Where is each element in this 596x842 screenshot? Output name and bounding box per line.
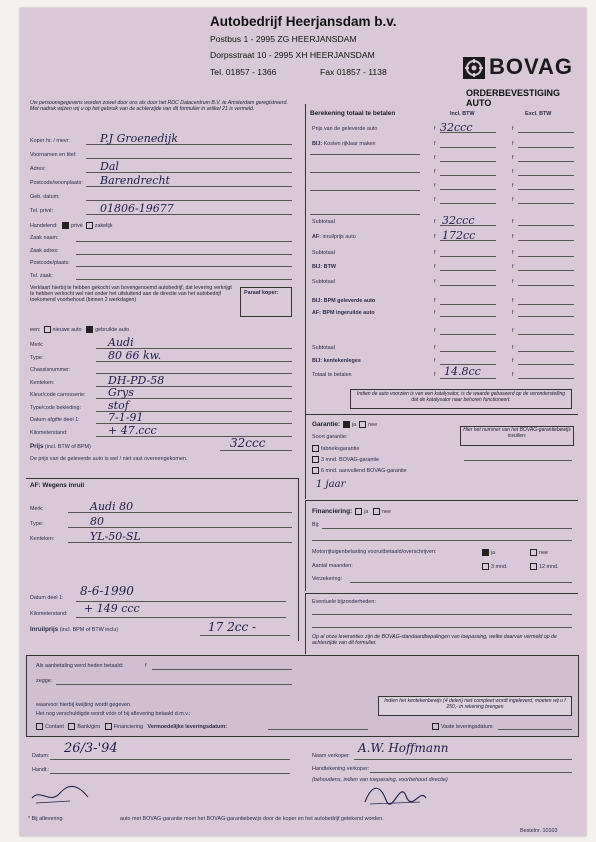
currency-sign: f: [434, 372, 436, 378]
field-line[interactable]: [86, 158, 292, 159]
excl-amount-line[interactable]: [518, 161, 574, 162]
zaak-field-line[interactable]: [76, 241, 292, 242]
incl-amount-line[interactable]: [440, 378, 496, 379]
currency-sign: f: [434, 126, 436, 132]
trade-datum-value[interactable]: 8-6-1990: [80, 584, 134, 598]
vaste-label: Vaste leveringsdatum:: [441, 723, 494, 730]
currency-sign: f: [434, 310, 436, 316]
buyer-signature-icon: [30, 783, 90, 808]
zegge-line[interactable]: [56, 684, 292, 685]
handelend-row: [30, 222, 112, 229]
trade-datum-label: Datum deel 1:: [30, 595, 64, 601]
m12-row: [530, 563, 558, 570]
fin-bij-label: Bij:: [312, 522, 320, 528]
company-name: Autobedrijf Heerjansdam b.v.: [210, 14, 397, 29]
field-label: Kilometerstand:: [30, 429, 68, 436]
incl-amount-line[interactable]: [440, 132, 496, 133]
soort-label: Soort garantie:: [312, 434, 348, 440]
garantie-opt1-row: [312, 445, 359, 452]
m3-label: 3 mnd.: [491, 563, 508, 570]
field-value[interactable]: Audi: [108, 336, 134, 349]
totals-section: [305, 104, 578, 414]
currency-sign: f: [434, 197, 436, 203]
incl-amount-line[interactable]: [440, 304, 496, 305]
garantie-ja: ja: [352, 422, 357, 428]
excl-amount-line[interactable]: [518, 316, 574, 317]
sign-datum-label: Datum:: [32, 753, 50, 759]
prijs-sub: (incl. BTW of BPM): [44, 444, 91, 450]
currency-sign: f: [512, 298, 514, 304]
bijz-line-1[interactable]: [312, 614, 572, 615]
bijz-line-2[interactable]: [312, 627, 572, 628]
totaal-value[interactable]: 14.8cc: [444, 365, 481, 378]
kenteken-note: Indien het kentekenbewijs (4 delen) niet compleet wordt ingeleverd, moeten wij u f 250,- in rekening brengen: [384, 698, 566, 710]
currency-sign: f: [434, 219, 436, 225]
field-label: Type:: [30, 354, 44, 361]
excl-amount-line[interactable]: [518, 304, 574, 305]
field-label: Kenteken:: [30, 536, 55, 542]
bovag-terms: Op al onze leveranties zijn de BOVAG-standaardbepalingen van toepassing, welke daarvan vermeld op de achterzijde van dit formulier.: [312, 634, 557, 647]
garantie-note: Hier het nummer van het BOVAG-garantiebewijs invullen:: [463, 427, 571, 439]
een-label: een:: [30, 326, 41, 333]
behoudens-text: (behoudens, indien van toepassing, voorbehoud directie): [312, 777, 448, 783]
vermoedelijke-line[interactable]: [268, 729, 368, 730]
currency-sign: f: [434, 183, 436, 189]
privacy-note: Uw persoonsgegevens worden zowel door ons als door het RDC Datacentrum B.V. te Amsterdam geregistreerd. Met nadruk wijzen wij u op het gebruik van de achterzijde van dit formulier in artikel 21 is vermeld.: [30, 100, 288, 113]
garantie-ja-checkbox[interactable]: [343, 421, 350, 428]
zaak-field-line[interactable]: [76, 266, 292, 267]
field-label: Kenteken:: [30, 379, 55, 386]
incl-amount-line[interactable]: [440, 334, 496, 335]
field-label: Datum afgifte deel 1:: [30, 417, 80, 423]
trade-km-line: [76, 617, 286, 618]
subtotaal4-label: Subtotaal: [312, 345, 335, 351]
description-line[interactable]: [310, 172, 420, 173]
mrb-ja-row: [482, 549, 495, 556]
currency-sign: f: [434, 234, 436, 240]
document-title: ORDERBEVESTIGING AUTO: [466, 88, 561, 108]
af-value[interactable]: 172cc: [442, 229, 476, 242]
pay-financiering-checkbox[interactable]: [105, 723, 112, 730]
currency-sign: f: [512, 372, 514, 378]
bpm-af-label: AF: BPM ingeruilde auto: [312, 310, 375, 316]
excl-amount-line[interactable]: [518, 240, 574, 241]
field-label: Kleur/code carrosserie:: [30, 392, 86, 398]
field-label: Type:: [30, 521, 44, 527]
currency-sign: f: [512, 345, 514, 351]
handtekening-line[interactable]: [370, 772, 572, 773]
nieuw-checkbox[interactable]: [44, 326, 51, 333]
bpm-bij-label: BIJ: BPM geleverde auto: [312, 298, 376, 304]
bijzonderheden-title: Eventuele bijzonderheden:: [312, 599, 376, 605]
field-value[interactable]: P.J Groenedijk: [100, 132, 178, 145]
verklaring-text: Verklaart hierbij te hebben gekocht van bovengenoemd autobedrijf, dat levering verkrijgt te hebben verkocht wel niet onder het uitsluitend aan de directie van het autobedrijf toekomend voorbehoud (binnen 2 werkdagen): [30, 285, 232, 304]
bovag-logo: BOVAG: [489, 54, 574, 79]
inruil-row: [30, 626, 118, 633]
fin-bij-line[interactable]: [322, 528, 572, 529]
field-label: Type/code bekleding:: [30, 404, 81, 411]
currency-sign: f: [434, 279, 436, 285]
contant-checkbox[interactable]: [36, 723, 43, 730]
field-value[interactable]: DH-PD-58: [108, 373, 165, 387]
excl-amount-line[interactable]: [518, 203, 574, 204]
verzekering-label: Verzekering:: [312, 576, 342, 582]
gebruikt-checkbox[interactable]: [86, 326, 93, 333]
bij-btw-label: BIJ: BTW: [312, 264, 336, 270]
inruil-sub: (incl. BPM of BTW inclu): [59, 627, 119, 633]
garantie-title: Garantie:: [312, 421, 341, 428]
currency-sign: f: [434, 345, 436, 351]
company-postbus: Postbus 1 - 2995 ZG HEERJANSDAM: [210, 34, 357, 44]
excl-amount-line[interactable]: [518, 351, 574, 352]
col-incl: Incl. BTW: [450, 111, 475, 117]
paraaf-box[interactable]: [240, 287, 292, 317]
field-value[interactable]: YL-50-SL: [90, 530, 141, 543]
excl-amount-line[interactable]: [518, 175, 574, 176]
aanbetaling-currency: f: [145, 663, 147, 669]
incl-amount-line[interactable]: [440, 161, 496, 162]
mrb-ja: ja: [491, 549, 496, 556]
bij-label: BIJ:: [312, 141, 323, 147]
mrb-nee: nee: [539, 549, 548, 556]
m12-checkbox[interactable]: [530, 563, 537, 570]
price-label: Prijs van de geleverde auto: [312, 126, 378, 132]
bovag6-checkbox[interactable]: [312, 467, 319, 474]
subtotaal-value[interactable]: 32ccc: [442, 214, 475, 227]
garantie-nee: nee: [368, 422, 378, 428]
field-value[interactable]: + 47.ccc: [108, 423, 157, 437]
financiering-row: [312, 508, 391, 515]
zaak-field-label: Zaak adres:: [30, 247, 59, 254]
field-value[interactable]: stof: [108, 398, 129, 412]
currency-sign: f: [512, 234, 514, 240]
description-line[interactable]: [310, 190, 420, 191]
field-label: Tel. privé:: [30, 208, 54, 214]
currency-sign: f: [512, 183, 514, 189]
currency-sign: f: [434, 328, 436, 334]
garantie-opt3-row: [312, 467, 407, 474]
currency-sign: f: [512, 358, 514, 364]
bij-row: [312, 141, 376, 147]
col-excl: Excl. BTW: [525, 111, 552, 117]
garantie-note-box: [460, 426, 574, 446]
currency-sign: f: [434, 155, 436, 161]
incl-amount-line[interactable]: [440, 147, 496, 148]
mrb-nee-checkbox[interactable]: [530, 549, 537, 556]
incl-amount-line[interactable]: [440, 351, 496, 352]
field-label: Merk:: [30, 506, 44, 512]
field-value[interactable]: 80 66 kw.: [108, 348, 162, 362]
currency-sign: f: [512, 310, 514, 316]
sign-datum-value[interactable]: 26/3-'94: [64, 741, 118, 756]
excl-amount-line[interactable]: [518, 132, 574, 133]
garantie-row: [312, 421, 377, 428]
paraaf-label: Paraaf koper:: [244, 290, 279, 296]
totaal-label: Totaal te betalen: [312, 372, 352, 378]
trade-km-label: Kilometerstand:: [30, 611, 68, 617]
aanbetaling-line[interactable]: [152, 669, 292, 670]
incl-amount-line[interactable]: [440, 285, 496, 286]
garantie-nee-checkbox[interactable]: [359, 421, 366, 428]
financiering-title: Financiering:: [312, 508, 353, 515]
fin-ja: ja: [364, 509, 369, 515]
mrb-nee-row: [530, 549, 548, 556]
katalysator-text: Indien de auto voorzien is van een katalysator, is de waarde gebaseerd op de veronderstelling dat de katalysator naar behoren functioneert.: [356, 391, 566, 403]
currency-sign: f: [512, 219, 514, 225]
currency-sign: f: [512, 141, 514, 147]
mrb-ja-checkbox[interactable]: [482, 549, 489, 556]
nieuw-label: nieuwe auto: [52, 326, 82, 333]
garantie-opt2-row: [312, 456, 379, 463]
field-label: Merk:: [30, 342, 44, 348]
zaak-field-line[interactable]: [76, 279, 292, 280]
bovag-price-line: De prijs van de geleverde auto is wel / niet vast overeengekomen.: [30, 456, 188, 462]
een-row: [30, 326, 129, 333]
currency-sign: f: [434, 298, 436, 304]
zaak-field-label: Postcode/plaats:: [30, 260, 70, 266]
currency-sign: f: [512, 279, 514, 285]
prive-checkbox[interactable]: [62, 222, 69, 229]
zakelijk-checkbox[interactable]: [86, 222, 93, 229]
field-label: Postcode/woonplaats:: [30, 180, 83, 186]
bovag-gear-icon: [462, 56, 486, 80]
handtekening-label: Handtekening verkoper:: [312, 766, 370, 772]
sign-handt-line[interactable]: [50, 773, 290, 774]
zakelijk-label: zakelijk: [94, 222, 113, 229]
verkoper-value[interactable]: A.W. Hoffmann: [358, 741, 449, 755]
handelend-label: Handelend:: [30, 222, 58, 229]
kwijting-text: waarvoor hierbij kwijting wordt gegeven.: [36, 702, 132, 708]
verzekering-line[interactable]: [350, 582, 572, 583]
field-value[interactable]: 80: [90, 515, 104, 528]
kenteken-note-box: [378, 696, 572, 716]
field-label: Geb. datum:: [30, 194, 60, 200]
currency-sign: f: [512, 155, 514, 161]
verkoper-line: [354, 759, 572, 760]
trade-km-value[interactable]: + 149 ccc: [84, 602, 140, 615]
zegge-label: zegge:: [36, 678, 53, 684]
company-street: Dorpsstraat 10 - 2995 XH HEERJANSDAM: [210, 50, 375, 60]
m3-row: [482, 563, 507, 570]
field-label: Koper hr. / mevr:: [30, 138, 70, 144]
fin-nee: nee: [381, 509, 391, 515]
zaak-field-label: Tel. zaak:: [30, 272, 53, 279]
excl-amount-line[interactable]: [518, 225, 574, 226]
pay-financiering-label: Financiering: [113, 723, 144, 730]
company-fax: Fax 01857 - 1138: [320, 67, 387, 77]
currency-sign: f: [434, 141, 436, 147]
currency-sign: f: [512, 250, 514, 256]
fabriek-checkbox[interactable]: [312, 445, 319, 452]
sign-handt-label: Handt.:: [32, 767, 50, 773]
bij-text: Kosten rijklaar maken: [323, 141, 376, 147]
currency-sign: f: [512, 328, 514, 334]
price-value[interactable]: 32ccc: [440, 121, 473, 134]
subtotaal3-label: Subtotaal: [312, 279, 335, 285]
prive-label: privé: [71, 222, 83, 229]
field-value[interactable]: Grys: [108, 386, 134, 399]
trade-in-title: AF: Wegens inruil: [30, 482, 85, 489]
garantie-opt1: fabrieksgarantie: [321, 445, 360, 452]
aanbetaling-label: Als aanbetaling werd heden betaald:: [36, 663, 124, 669]
field-label: Adres:: [30, 166, 46, 172]
excl-amount-line[interactable]: [518, 256, 574, 257]
zaak-field-line[interactable]: [76, 254, 292, 255]
excl-amount-line[interactable]: [518, 270, 574, 271]
kentekenleges-label: BIJ: kentekenleges: [312, 358, 361, 364]
vaste-checkbox[interactable]: [432, 723, 439, 730]
field-value[interactable]: Barendrecht: [100, 174, 170, 187]
af-label: AF:: [312, 234, 321, 240]
footer-bestelnr: Bestelnr. 10103: [520, 828, 558, 834]
description-line[interactable]: [310, 154, 420, 155]
description-line[interactable]: [310, 214, 420, 215]
currency-sign: f: [512, 169, 514, 175]
currency-sign: f: [434, 358, 436, 364]
order-form-sheet: [20, 8, 586, 836]
prijs-line: [220, 450, 292, 451]
inruil-line: [200, 635, 290, 636]
field-value[interactable]: 01806-19677: [100, 202, 174, 215]
prijs-label: Prijs: [30, 443, 44, 450]
currency-sign: f: [512, 126, 514, 132]
field-line[interactable]: [86, 200, 292, 201]
field-value[interactable]: Audi 80: [90, 500, 134, 513]
mrb-label: Motorrijtuigenbelasting vooruitbetaald/overschrijven:: [312, 549, 437, 555]
incl-amount-line[interactable]: [440, 256, 496, 257]
katalysator-box: [350, 389, 572, 409]
currency-sign: f: [434, 250, 436, 256]
garantie-hand[interactable]: 1 jaar: [316, 479, 346, 490]
payment-methods: [36, 723, 227, 730]
zaak-field-label: Zaak naam:: [30, 235, 59, 241]
field-label: Chassisnummer:: [30, 367, 71, 373]
verkoper-label: Naam verkoper:: [312, 753, 351, 759]
bankgiro-checkbox[interactable]: [68, 723, 75, 730]
aantal-label: Aantal maanden:: [312, 563, 353, 569]
fin-extra-line[interactable]: [312, 540, 572, 541]
bovag3-checkbox[interactable]: [312, 456, 319, 463]
m3-checkbox[interactable]: [482, 563, 489, 570]
company-tel: Tel. 01857 - 1366: [210, 67, 277, 77]
currency-sign: f: [512, 197, 514, 203]
garantie-opt3: 6 mnd. aanvullend BOVAG-garantie: [321, 467, 407, 474]
footer-bij-aflevering: * Bij aflevering: [28, 816, 63, 822]
m12-label: 12 mnd.: [539, 563, 559, 570]
excl-amount-line[interactable]: [518, 189, 574, 190]
excl-amount-line[interactable]: [518, 364, 574, 365]
vaste-row: [432, 723, 494, 730]
inruil-label: Inruilprijs: [30, 626, 59, 633]
field-value[interactable]: Dal: [100, 160, 119, 173]
af-text: inruilprijs auto: [322, 234, 356, 240]
excl-amount-line[interactable]: [518, 285, 574, 286]
subtotaal-label: Subtotaal: [312, 219, 335, 225]
fin-ja-checkbox[interactable]: [355, 508, 362, 515]
excl-amount-line[interactable]: [518, 147, 574, 148]
seller-signature-icon: [360, 778, 430, 808]
field-value[interactable]: 7-1-91: [108, 411, 144, 424]
prijs-row: [30, 443, 91, 450]
subtotaal2-label: Subtotaal: [312, 250, 335, 256]
gebruikt-label: gebruikte auto: [95, 326, 130, 333]
verschuldigd-text: Het nog verschuldigde wordt vóór of bij aflevering betaald d.m.v.:: [36, 711, 191, 717]
currency-sign: f: [512, 264, 514, 270]
incl-amount-line[interactable]: [440, 175, 496, 176]
excl-amount-line[interactable]: [518, 378, 574, 379]
garantie-opt2: 3 mnd. BOVAG-garantie: [321, 456, 380, 463]
currency-sign: f: [434, 169, 436, 175]
fin-nee-checkbox[interactable]: [373, 508, 380, 515]
garantie-number-line[interactable]: [464, 460, 572, 461]
sign-datum-line: [50, 759, 290, 760]
vaste-line[interactable]: [498, 729, 572, 730]
currency-sign: f: [434, 264, 436, 270]
inruil-value[interactable]: 17 2cc -: [208, 620, 257, 634]
incl-amount-line[interactable]: [440, 189, 496, 190]
field-label: Voornamen en titel:: [30, 152, 77, 158]
prijs-value[interactable]: 32ccc: [230, 436, 266, 450]
footer-garantie-text: auto met BOVAG-garantie moet het BOVAG-garantiebewijs door de koper en het autobedrijf getekend worden.: [120, 816, 384, 822]
totals-title: Berekening totaal te betalen: [310, 110, 396, 117]
bankgiro-label: Bank/giro: [77, 723, 101, 730]
excl-amount-line[interactable]: [518, 334, 574, 335]
vermoedelijke-label: Vermoedelijke leveringsdatum:: [147, 723, 227, 730]
incl-amount-line[interactable]: [440, 316, 496, 317]
contant-label: Contant: [45, 723, 64, 730]
incl-amount-line[interactable]: [440, 203, 496, 204]
af-row: [312, 234, 356, 240]
incl-amount-line[interactable]: [440, 270, 496, 271]
